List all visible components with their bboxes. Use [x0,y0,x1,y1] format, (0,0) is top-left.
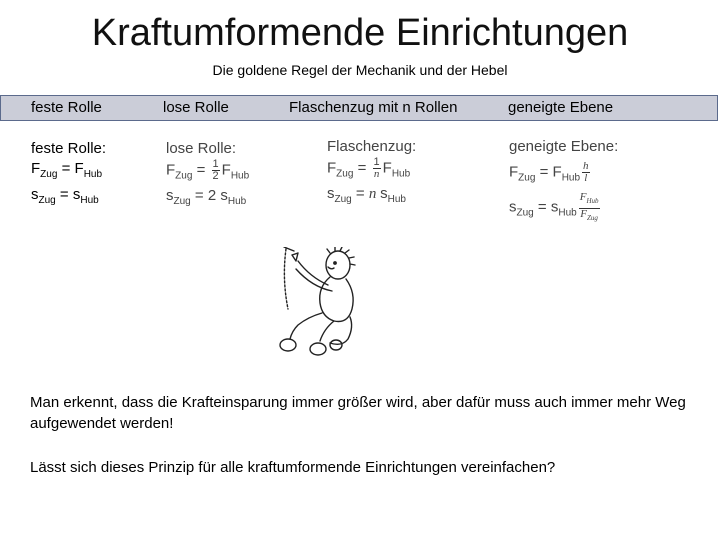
geneigte-ebene-distance-formula: $s_{Zug} = s_{Hub}$ $\frac{F_{Hub}}{F_{Zug}}$ [509,191,599,222]
pulling-figure-illustration [272,247,368,367]
flaschenzug-force-formula: $F_{Zug}$ = $\frac{1}{n}$ $F_{Hub}$ [327,156,411,180]
geneigte-ebene-ratio-fraction: $\frac{F_{Hub}}{F_{Zug}}$ [579,191,599,222]
geneigte-ebene-block [509,137,618,224]
flaschenzug-fraction: $\frac{1}{n}$ [373,156,380,180]
feste-rolle-force-formula: $F_{Zug} = F_{Hub}$ [31,160,103,180]
lose-rolle-fraction: $\frac{1}{2}$ [212,158,219,182]
slide-title: Kraftumformende Einrichtungen [91,12,629,54]
flaschenzug-block [327,137,416,210]
question-text: Lässt sich dieses Prinzip für alle kraftumformende Einrichtungen vereinfachen? [30,459,556,476]
lose-rolle-distance-formula: $s_{Zug} = 2$ $s_{Hub}$ [166,187,247,208]
slide-subtitle: Die goldene Regel der Mechanik und der Hebel [212,62,508,78]
header-item-geneigte-ebene: geneigte Ebene [508,99,614,116]
header-item-lose-rolle: lose Rolle [163,99,229,116]
geneigte-ebene-fraction: $\frac{h}{l}$ [583,160,589,184]
flaschenzug-heading: Flaschenzug: [327,138,417,155]
conclusion-text: Man erkennt, dass die Krafteinsparung immer größer wird, aber dafür muss auch immer mehr Weg aufgewendet werden! [30,394,686,432]
lose-rolle-force-formula: $F_{Zug}$ = $\frac{1}{2}$ $F_{Hub}$ [166,158,250,182]
feste-rolle-block [31,139,106,211]
geneigte-ebene-heading: geneigte Ebene: [509,138,619,155]
feste-rolle-heading: feste Rolle: [31,140,107,157]
geneigte-ebene-force-formula: $F_{Zug} = F_{Hub}$ $\frac{h}{l}$ [509,160,589,184]
lose-rolle-block [166,139,249,212]
header-item-feste-rolle: feste Rolle [31,99,102,116]
header-item-flaschenzug: Flaschenzug mit n Rollen [289,99,458,116]
flaschenzug-distance-formula: $s_{Zug} = n$ $s_{Hub}$ [327,185,406,206]
feste-rolle-distance-formula: $s_{Zug} = s_{Hub}$ [31,186,99,206]
lose-rolle-heading: lose Rolle: [166,140,237,157]
